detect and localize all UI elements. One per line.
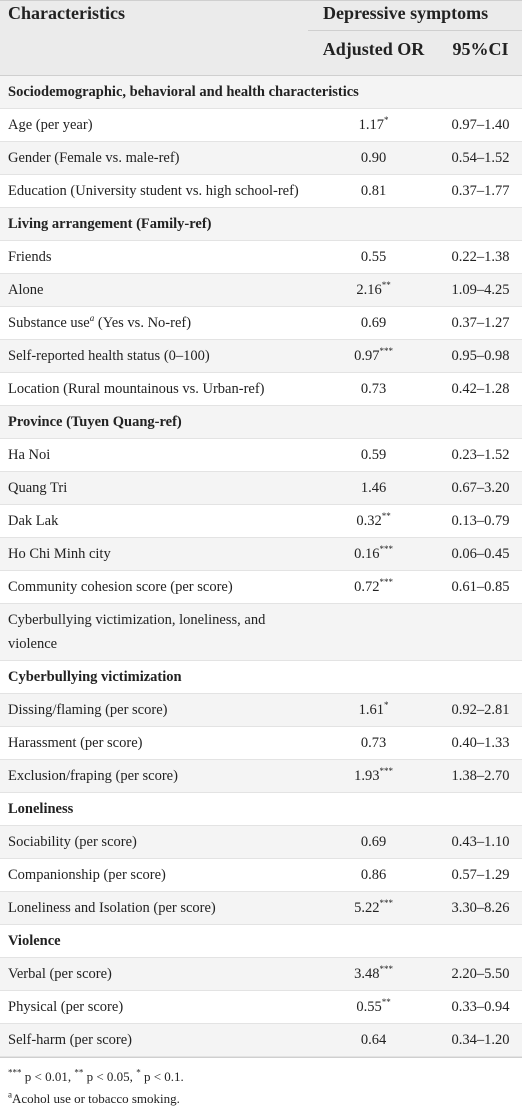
ci-cell: 0.61–0.85 (451, 579, 510, 595)
ci-cell: 0.33–0.94 (451, 999, 510, 1015)
table-row (0, 859, 522, 892)
table-row (0, 142, 522, 175)
row-label (0, 925, 308, 957)
significance-symbol: *** (8, 1067, 22, 1078)
adjusted-or-cell (308, 344, 439, 368)
table-row (0, 538, 522, 571)
ci-cell: 3.30–8.26 (451, 900, 510, 916)
ci-cell: 1.09–4.25 (451, 282, 510, 298)
row-label (0, 694, 308, 726)
significance-marker: ** (381, 997, 391, 1008)
header-adjusted-or: Adjusted OR (322, 39, 425, 59)
row-label-text: Verbal (per score) (8, 966, 112, 982)
row-label (0, 439, 308, 471)
row-label-text: Loneliness (8, 801, 74, 817)
row-label (0, 859, 308, 891)
row-label (0, 538, 308, 570)
row-label-footnote-marker: a (89, 313, 95, 324)
table-row (0, 241, 522, 274)
ci-cell: 0.57–1.29 (451, 867, 510, 883)
row-label (0, 991, 308, 1023)
adjusted-or-value: 2.16 (356, 282, 382, 298)
significance-symbol: ** (74, 1067, 84, 1078)
significance-marker: *** (379, 544, 393, 555)
row-label-text: Ha Noi (8, 447, 51, 463)
table-row (0, 604, 522, 661)
row-label-text: Dissing/flaming (per score) (8, 702, 168, 718)
row-label-text: Education (University student vs. high school-ref) (8, 183, 299, 199)
row-label-text: Gender (Female vs. male-ref) (8, 150, 180, 166)
table-row (0, 958, 522, 991)
row-label-text: Age (per year) (8, 117, 93, 133)
row-label (0, 109, 308, 141)
row-label (0, 1024, 308, 1056)
ci-cell: 0.22–1.38 (451, 249, 510, 265)
adjusted-or-cell (308, 377, 439, 401)
ci-cell: 0.92–2.81 (451, 702, 510, 718)
table-row (0, 109, 522, 142)
adjusted-or-cell (308, 311, 439, 335)
section-header-row (0, 76, 522, 109)
row-label (0, 472, 308, 504)
row-label (0, 208, 308, 240)
row-label (0, 958, 308, 990)
adjusted-or-cell (308, 962, 439, 986)
adjusted-or-cell (308, 896, 439, 920)
row-label (0, 826, 308, 858)
row-label (0, 274, 308, 306)
ci-cell: 0.06–0.45 (451, 546, 510, 562)
ci-cell: 0.13–0.79 (451, 513, 510, 529)
row-label (0, 373, 308, 405)
table-row (0, 505, 522, 538)
row-label (0, 406, 308, 438)
section-header-row (0, 925, 522, 958)
row-label (0, 661, 308, 693)
table-row (0, 694, 522, 727)
ci-cell: 0.42–1.28 (451, 381, 510, 397)
row-label-text: Self-harm (per score) (8, 1032, 132, 1048)
row-label (0, 571, 308, 603)
row-label-text: Friends (8, 249, 52, 265)
table-row (0, 826, 522, 859)
adjusted-or-cell (308, 995, 439, 1019)
adjusted-or-value: 0.72 (354, 579, 380, 595)
row-label-text: Cyberbullying victimization, loneliness, and violence (8, 612, 266, 652)
row-label-suffix: (Yes vs. No-ref) (94, 315, 192, 331)
significance-marker: * (383, 115, 389, 126)
significance-text: p < 0.01, (21, 1069, 75, 1084)
row-label-text: Substance use (8, 315, 90, 331)
row-label (0, 793, 308, 825)
table-row (0, 340, 522, 373)
row-label (0, 727, 308, 759)
adjusted-or-value: 3.48 (354, 966, 380, 982)
row-label-text: Location (Rural mountainous vs. Urban-ref) (8, 381, 265, 397)
row-label-text: Self-reported health status (0–100) (8, 348, 210, 364)
header-95ci: 95%CI (452, 39, 509, 59)
adjusted-or-value: 0.90 (360, 150, 387, 166)
adjusted-or-value: 0.69 (360, 315, 387, 331)
adjusted-or-cell (308, 509, 439, 533)
table-row (0, 175, 522, 208)
adjusted-or-value: 0.73 (360, 381, 387, 397)
adjusted-or-cell (308, 830, 439, 854)
row-label-text: Exclusion/fraping (per score) (8, 768, 178, 784)
row-label (0, 307, 308, 339)
adjusted-or-value: 5.22 (354, 900, 380, 916)
ci-cell: 0.23–1.52 (451, 447, 510, 463)
ci-cell: 0.40–1.33 (451, 735, 510, 751)
significance-marker: ** (381, 511, 391, 522)
section-header-row (0, 793, 522, 826)
ci-cell: 0.43–1.10 (451, 834, 510, 850)
adjusted-or-cell (308, 443, 439, 467)
adjusted-or-cell (308, 278, 439, 302)
adjusted-or-value: 0.55 (360, 249, 387, 265)
ci-cell: 2.20–5.50 (451, 966, 510, 982)
footnote-a-text: Acohol use or tobacco smoking. (12, 1091, 180, 1106)
row-label (0, 892, 308, 924)
adjusted-or-value: 0.16 (354, 546, 380, 562)
adjusted-or-value: 0.97 (354, 348, 380, 364)
row-label-text: Violence (8, 933, 61, 949)
row-label (0, 604, 308, 660)
row-label-text: Quang Tri (8, 480, 68, 496)
adjusted-or-value: 0.59 (360, 447, 387, 463)
row-label-text: Sociability (per score) (8, 834, 137, 850)
significance-text: p < 0.1. (140, 1069, 184, 1084)
significance-marker: ** (381, 280, 391, 291)
adjusted-or-cell (308, 146, 439, 170)
table-row (0, 307, 522, 340)
adjusted-or-value: 1.46 (360, 480, 387, 496)
table-body (0, 76, 522, 1057)
significance-marker: *** (379, 898, 393, 909)
adjusted-or-value: 1.17 (358, 117, 384, 133)
adjusted-or-cell (308, 575, 439, 599)
row-label (0, 175, 308, 207)
ci-cell: 0.97–1.40 (451, 117, 510, 133)
row-label-text: Community cohesion score (per score) (8, 579, 233, 595)
adjusted-or-cell (308, 179, 439, 203)
adjusted-or-cell (308, 476, 439, 500)
adjusted-or-value: 0.73 (360, 735, 387, 751)
header-divider (308, 30, 522, 31)
significance-marker: *** (379, 577, 393, 588)
row-label (0, 241, 308, 273)
table-row (0, 892, 522, 925)
ci-cell: 0.54–1.52 (451, 150, 510, 166)
footnote-a-marker: a (8, 1089, 12, 1100)
table-row (0, 991, 522, 1024)
table-row (0, 373, 522, 406)
adjusted-or-value: 0.32 (356, 513, 382, 529)
significance-text: p < 0.05, (83, 1069, 137, 1084)
table-row (0, 472, 522, 505)
ci-cell: 0.34–1.20 (451, 1032, 510, 1048)
significance-marker: *** (379, 964, 393, 975)
row-label (0, 505, 308, 537)
table-row (0, 439, 522, 472)
significance-note (8, 1066, 514, 1088)
table-header (0, 0, 522, 76)
row-label-text: Sociodemographic, behavioral and health characteristics (8, 84, 359, 100)
row-label (0, 760, 308, 792)
row-label-text: Dak Lak (8, 513, 59, 529)
row-label-text: Alone (8, 282, 44, 298)
table-footnotes (0, 1057, 522, 1110)
adjusted-or-value: 1.93 (354, 768, 380, 784)
row-label-text: Loneliness and Isolation (per score) (8, 900, 216, 916)
header-depressive-symptoms: Depressive symptoms (323, 3, 489, 23)
significance-marker: * (383, 700, 389, 711)
footnote-a (8, 1088, 514, 1110)
row-label-text: Province (Tuyen Quang-ref) (8, 414, 182, 430)
row-label-text: Cyberbullying victimization (8, 669, 182, 685)
row-label (0, 340, 308, 372)
row-label-text: Living arrangement (Family-ref) (8, 216, 212, 232)
adjusted-or-value: 0.81 (360, 183, 387, 199)
adjusted-or-value: 0.55 (356, 999, 382, 1015)
row-label-text: Harassment (per score) (8, 735, 143, 751)
table-row (0, 274, 522, 307)
adjusted-or-value: 0.64 (360, 1032, 387, 1048)
adjusted-or-cell (308, 1028, 439, 1052)
table-row (0, 571, 522, 604)
row-label-text: Companionship (per score) (8, 867, 166, 883)
ci-cell: 0.37–1.27 (451, 315, 510, 331)
significance-marker: *** (379, 766, 393, 777)
row-label (0, 142, 308, 174)
row-label-text: Ho Chi Minh city (8, 546, 111, 562)
significance-marker: *** (379, 346, 393, 357)
table-row (0, 727, 522, 760)
section-header-row (0, 208, 522, 241)
adjusted-or-cell (308, 542, 439, 566)
header-characteristics: Characteristics (8, 3, 125, 23)
table-row (0, 760, 522, 793)
adjusted-or-cell (308, 113, 439, 137)
section-header-row (0, 406, 522, 439)
adjusted-or-cell (308, 731, 439, 755)
adjusted-or-value: 0.86 (360, 867, 387, 883)
row-label (0, 76, 522, 108)
adjusted-or-cell (308, 764, 439, 788)
adjusted-or-value: 0.69 (360, 834, 387, 850)
significance-symbol: * (136, 1067, 141, 1078)
ci-cell: 0.67–3.20 (451, 480, 510, 496)
adjusted-or-cell (308, 863, 439, 887)
table-row (0, 1024, 522, 1057)
section-header-row (0, 661, 522, 694)
adjusted-or-value: 1.61 (358, 702, 384, 718)
adjusted-or-cell (308, 245, 439, 269)
ci-cell: 0.37–1.77 (451, 183, 510, 199)
row-label-text: Physical (per score) (8, 999, 124, 1015)
ci-cell: 0.95–0.98 (451, 348, 510, 364)
adjusted-or-cell (308, 698, 439, 722)
ci-cell: 1.38–2.70 (451, 768, 510, 784)
